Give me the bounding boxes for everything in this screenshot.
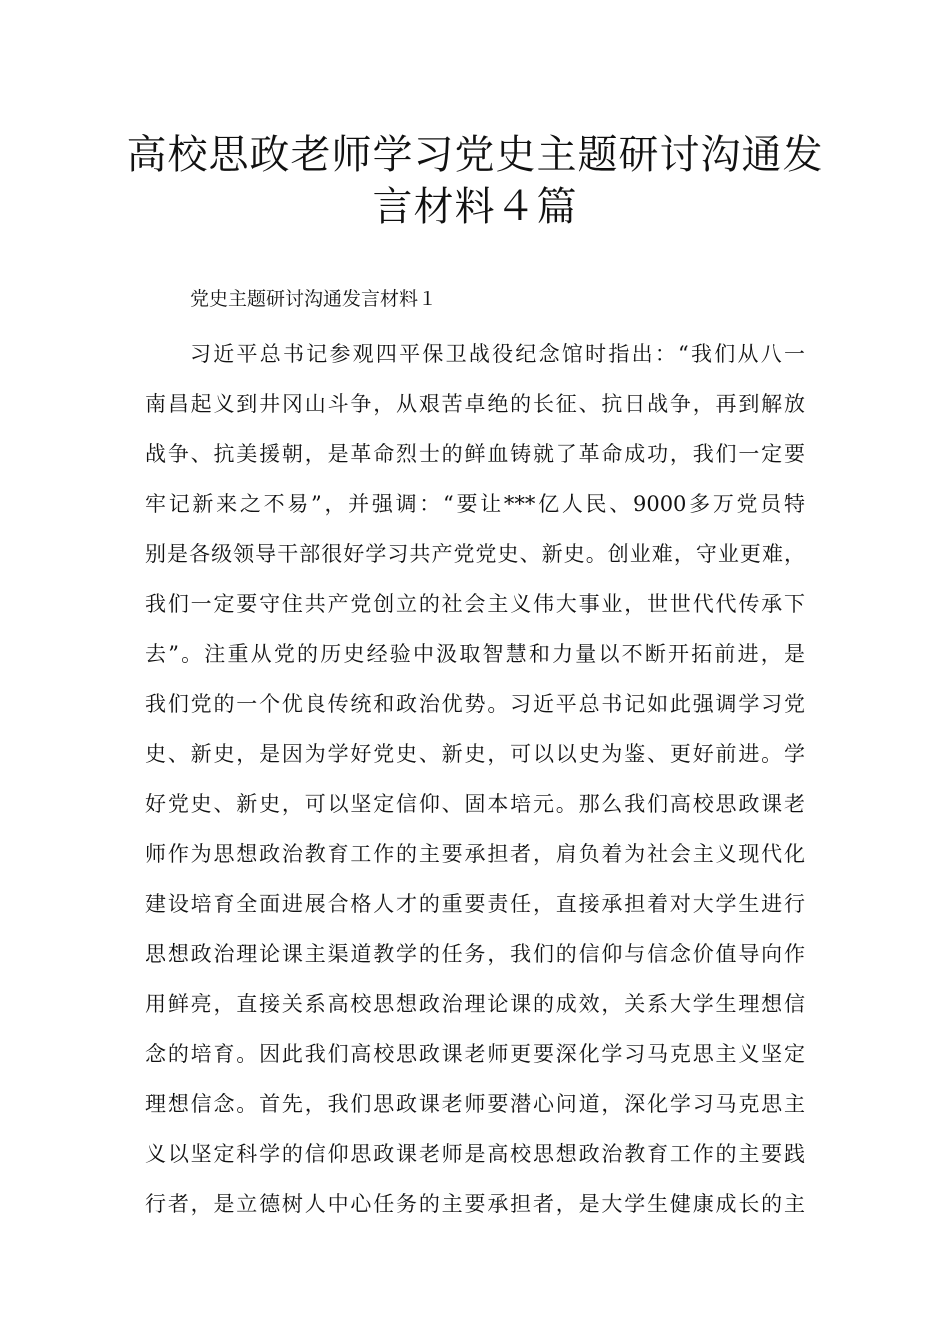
document-title-line-1: 高校思政老师学习党史主题研讨沟通发 (126, 132, 824, 178)
body-line: 战争、抗美援朝，是革命烈士的鲜血铸就了革命成功，我们一定要 (145, 442, 805, 466)
body-line: 用鲜亮，直接关系高校思想政治理论课的成效，关系大学生理想信 (145, 992, 805, 1016)
body-line: 理想信念。首先，我们思政课老师要潜心问道，深化学习马克思主 (145, 1092, 805, 1116)
body-line: 好党史、新史，可以坚定信仰、固本培元。那么我们高校思政课老 (145, 792, 805, 816)
body-line: 我们一定要守住共产党创立的社会主义伟大事业，世世代代传承下 (145, 592, 805, 616)
body-line: 念的培育。因此我们高校思政课老师更要深化学习马克思主义坚定 (145, 1042, 805, 1066)
section-heading: 党史主题研讨沟通发言材料１ (190, 288, 438, 310)
body-line: 南昌起义到井冈山斗争，从艰苦卓绝的长征、抗日战争，再到解放 (145, 392, 805, 416)
body-line: 我们党的一个优良传统和政治优势。习近平总书记如此强调学习党 (145, 692, 805, 716)
body-line: 别是各级领导干部很好学习共产党党史、新史。创业难，守业更难， (145, 542, 805, 566)
body-line: 行者，是立德树人中心任务的主要承担者，是大学生健康成长的主 (145, 1192, 805, 1216)
body-line: 史、新史，是因为学好党史、新史，可以以史为鉴、更好前进。学 (145, 742, 805, 766)
body-line: 思想政治理论课主渠道教学的任务，我们的信仰与信念价值导向作 (145, 942, 805, 966)
body-line: 牢记新来之不易”，并强调：“要让***亿人民、9000多万党员特 (145, 492, 805, 516)
document-title-line-2: 言材料４篇 (372, 184, 578, 230)
body-line: 师作为思想政治教育工作的主要承担者，肩负着为社会主义现代化 (145, 842, 805, 866)
body-line: 习近平总书记参观四平保卫战役纪念馆时指出：“我们从八一 (190, 342, 805, 366)
body-line: 建设培育全面进展合格人才的重要责任，直接承担着对大学生进行 (145, 892, 805, 916)
body-line: 去”。注重从党的历史经验中汲取智慧和力量以不断开拓前进，是 (145, 642, 805, 666)
body-line: 义以坚定科学的信仰思政课老师是高校思想政治教育工作的主要践 (145, 1142, 805, 1166)
